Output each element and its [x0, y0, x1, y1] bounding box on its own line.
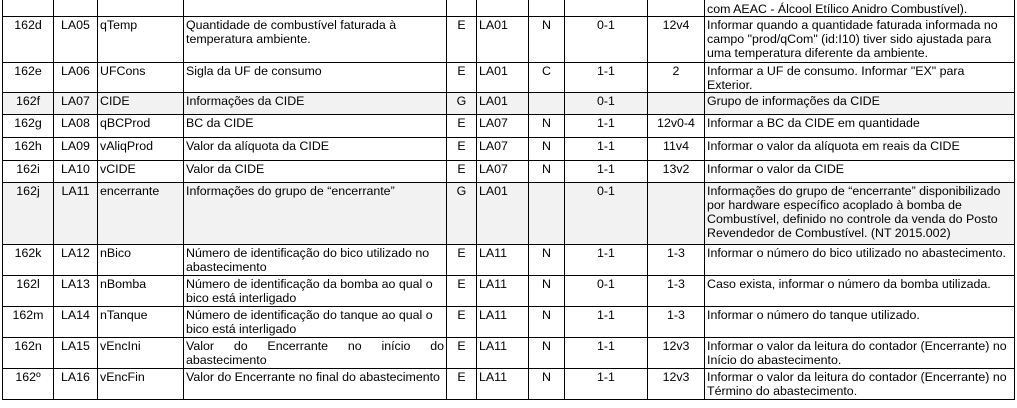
- desc-cell: Valor da CIDE: [184, 161, 447, 183]
- field-cell: CIDE: [98, 93, 184, 115]
- parent-cell: LA11: [477, 338, 529, 369]
- occurrence-cell: 1-1: [565, 115, 648, 138]
- table-row: [3, 369, 1015, 400]
- obs-cell: Informar o valor da leitura do contador (Encerrante) no Início do abastecimento.: [705, 338, 1015, 369]
- code-cell: LA12: [54, 245, 98, 276]
- table-row-continued: [3, 0, 1015, 17]
- desc-cell: Valor da alíquota da CIDE: [184, 138, 447, 161]
- field-cell: vCIDE: [98, 161, 184, 183]
- desc-cell: Número de identificação da bomba ao qual o bico está interligado: [184, 276, 447, 307]
- size-cell: 12v4: [648, 17, 705, 63]
- field-cell: encerrante: [98, 183, 184, 245]
- desc-cell: Valor do Encerrante no início do abastecimento: [184, 338, 447, 369]
- type-cell: N: [529, 245, 565, 276]
- parent-cell: LA11: [477, 245, 529, 276]
- id-cell: 162m: [3, 307, 54, 338]
- code-cell: LA06: [54, 63, 98, 93]
- field-cell: vEncFin: [98, 369, 184, 400]
- occurrence-cell: 1-1: [565, 369, 648, 400]
- table-row: [3, 307, 1015, 338]
- field-cell: nBico: [98, 245, 184, 276]
- table-row: [3, 276, 1015, 307]
- type-cell: N: [529, 307, 565, 338]
- field-cell: vAliqProd: [98, 138, 184, 161]
- size-cell: 11v4: [648, 138, 705, 161]
- occurrence-cell: 1-1: [565, 161, 648, 183]
- obs-cell: Informar o número do bico utilizado no abastecimento.: [705, 245, 1015, 276]
- type-cell: [529, 93, 565, 115]
- parent-cell: LA01: [477, 93, 529, 115]
- obs-cell: Informar o valor da alíquota em reais da CIDE: [705, 138, 1015, 161]
- code-cell: LA09: [54, 138, 98, 161]
- size-cell: 12v3: [648, 369, 705, 400]
- id-cell: 162j: [3, 183, 54, 245]
- id-cell: 162k: [3, 245, 54, 276]
- id-cell: 162e: [3, 63, 54, 93]
- table-row: [3, 63, 1015, 93]
- size-cell: 1-3: [648, 307, 705, 338]
- ele-cell: E: [447, 161, 477, 183]
- size-cell: 12v3: [648, 338, 705, 369]
- obs-cell: Informar a BC da CIDE em quantidade: [705, 115, 1015, 138]
- field-cell: qTemp: [98, 17, 184, 63]
- occurrence-cell: 0-1: [565, 93, 648, 115]
- id-cell: 162g: [3, 115, 54, 138]
- occurrence-cell: 1-1: [565, 245, 648, 276]
- id-cell: 162d: [3, 17, 54, 63]
- parent-cell: LA01: [477, 183, 529, 245]
- table-row: [3, 245, 1015, 276]
- table-row: [3, 338, 1015, 369]
- parent-cell: LA11: [477, 276, 529, 307]
- id-cell: 162º: [3, 369, 54, 400]
- table-row-group: [3, 93, 1015, 115]
- size-cell: 2: [648, 63, 705, 93]
- type-cell: N: [529, 138, 565, 161]
- code-cell: LA13: [54, 276, 98, 307]
- id-cell: 162h: [3, 138, 54, 161]
- occurrence-cell: 1-1: [565, 138, 648, 161]
- ele-cell: E: [447, 276, 477, 307]
- field-cell: UFCons: [98, 63, 184, 93]
- occurrence-cell: 1-1: [565, 307, 648, 338]
- obs-cell: Informar o número do tanque utilizado.: [705, 307, 1015, 338]
- desc-cell: Informações da CIDE: [184, 93, 447, 115]
- size-cell: 1-3: [648, 245, 705, 276]
- field-cell: qBCProd: [98, 115, 184, 138]
- obs-cell: Informações do grupo de “encerrante” disponibilizado por hardware específico acoplado à bomba de Combustível, definido no controle da venda do Posto Revendedor de Combustível. (NT 2015.002): [705, 183, 1015, 245]
- table-row: [3, 138, 1015, 161]
- ele-cell: G: [447, 93, 477, 115]
- obs-cell: Informar quando a quantidade faturada informada no campo "prod/qCom" (id:I10) tiver sido ajustada para uma temperatura diferente da ambiente.: [705, 17, 1015, 63]
- ele-cell: E: [447, 63, 477, 93]
- occurrence-cell: 0-1: [565, 17, 648, 63]
- occurrence-cell: 1-1: [565, 63, 648, 93]
- obs-cell: com AEAC - Álcool Etílico Anidro Combustível).: [705, 0, 1015, 17]
- field-cell: nBomba: [98, 276, 184, 307]
- ele-cell: E: [447, 115, 477, 138]
- table-row: [3, 17, 1015, 63]
- table-row-group: [3, 183, 1015, 245]
- code-cell: LA15: [54, 338, 98, 369]
- desc-cell: Quantidade de combustível faturada à temperatura ambiente.: [184, 17, 447, 63]
- obs-cell: Grupo de informações da CIDE: [705, 93, 1015, 115]
- desc-cell: Valor do Encerrante no final do abastecimento: [184, 369, 447, 400]
- desc-cell: Número de identificação do tanque ao qual o bico está interligado: [184, 307, 447, 338]
- id-cell: 162l: [3, 276, 54, 307]
- code-cell: LA11: [54, 183, 98, 245]
- parent-cell: LA01: [477, 17, 529, 63]
- desc-cell: Informações do grupo de “encerrante”: [184, 183, 447, 245]
- desc-cell: Número de identificação do bico utilizado no abastecimento: [184, 245, 447, 276]
- ele-cell: G: [447, 183, 477, 245]
- code-cell: LA10: [54, 161, 98, 183]
- size-cell: 12v0-4: [648, 115, 705, 138]
- field-cell: nTanque: [98, 307, 184, 338]
- parent-cell: LA07: [477, 115, 529, 138]
- desc-cell: Sigla da UF de consumo: [184, 63, 447, 93]
- size-cell: 13v2: [648, 161, 705, 183]
- id-cell: 162n: [3, 338, 54, 369]
- obs-cell: Caso exista, informar o número da bomba utilizada.: [705, 276, 1015, 307]
- obs-cell: Informar o valor da leitura do contador (Encerrante) no Término do abastecimento.: [705, 369, 1015, 400]
- code-cell: LA05: [54, 17, 98, 63]
- code-cell: LA07: [54, 93, 98, 115]
- obs-cell: Informar o valor da CIDE: [705, 161, 1015, 183]
- code-cell: LA14: [54, 307, 98, 338]
- type-cell: C: [529, 63, 565, 93]
- type-cell: N: [529, 338, 565, 369]
- ele-cell: E: [447, 17, 477, 63]
- ele-cell: E: [447, 307, 477, 338]
- type-cell: N: [529, 276, 565, 307]
- parent-cell: LA01: [477, 63, 529, 93]
- parent-cell: LA11: [477, 307, 529, 338]
- ele-cell: E: [447, 138, 477, 161]
- id-cell: 162i: [3, 161, 54, 183]
- ele-cell: E: [447, 369, 477, 400]
- desc-cell: BC da CIDE: [184, 115, 447, 138]
- type-cell: N: [529, 161, 565, 183]
- ele-cell: E: [447, 338, 477, 369]
- occurrence-cell: 0-1: [565, 276, 648, 307]
- parent-cell: LA07: [477, 138, 529, 161]
- fields-table: [2, 0, 1015, 400]
- table-row: [3, 115, 1015, 138]
- table-row: [3, 161, 1015, 183]
- ele-cell: E: [447, 245, 477, 276]
- id-cell: 162f: [3, 93, 54, 115]
- parent-cell: LA11: [477, 369, 529, 400]
- field-cell: vEncIni: [98, 338, 184, 369]
- type-cell: N: [529, 369, 565, 400]
- size-cell: [648, 93, 705, 115]
- code-cell: LA16: [54, 369, 98, 400]
- type-cell: [529, 183, 565, 245]
- parent-cell: LA07: [477, 161, 529, 183]
- obs-cell: Informar a UF de consumo. Informar "EX" para Exterior.: [705, 63, 1015, 93]
- occurrence-cell: 0-1: [565, 183, 648, 245]
- code-cell: LA08: [54, 115, 98, 138]
- type-cell: N: [529, 115, 565, 138]
- size-cell: [648, 183, 705, 245]
- size-cell: 1-3: [648, 276, 705, 307]
- occurrence-cell: 1-1: [565, 338, 648, 369]
- type-cell: N: [529, 17, 565, 63]
